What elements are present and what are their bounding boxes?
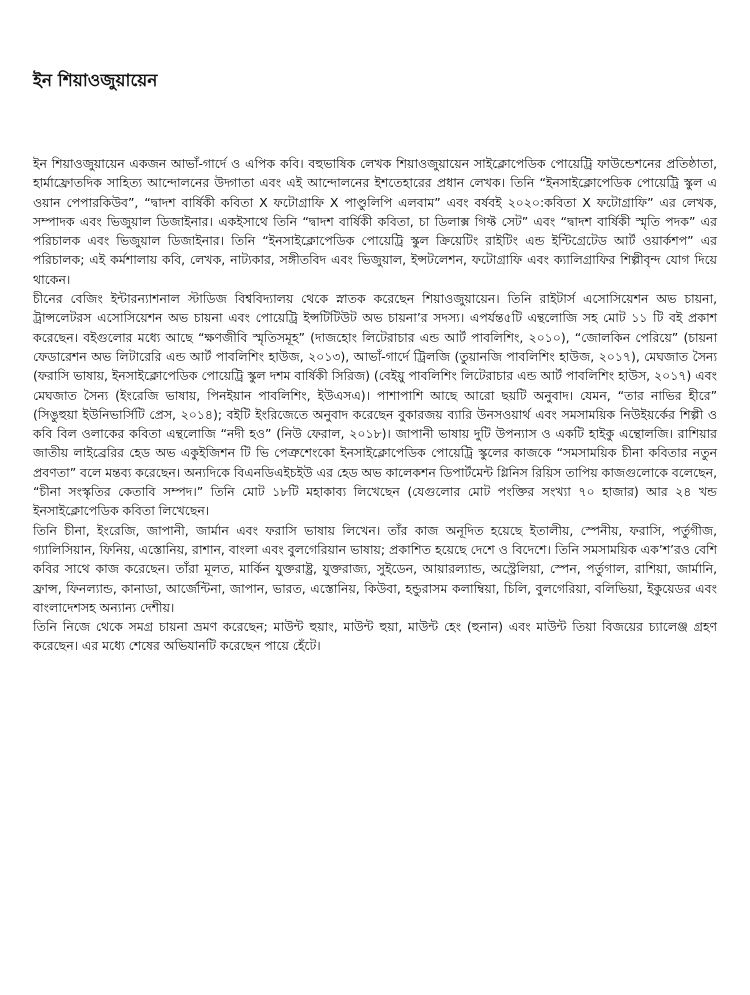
paragraph-travels: তিনি নিজে থেকে সমগ্র চায়না ভ্রমণ করেছেন; মাউন্ট হুয়াং, মাউন্ট হুয়া, মাউন্ট হেং (হুনান) এবং মাউন্ট তিয়া বিজয়ের চ্যালেঞ্জ গ্রহণ করেছেন। এর মধ্যে শেষের অভিযানটি করেছেন পায়ে হেঁটে। [33,619,717,654]
paragraph-languages-translations: তিনি চীনা, ইংরেজি, জাপানী, জার্মান এবং ফরাসি ভাষায় লিখেন। তাঁর কাজ অনূদিত হয়েছে ইতালীয়, স্পেনীয়, ফরাসি, পর্তুগীজ, গ্যালিসিয়ান, ফিনিয়, এস্তোনিয়, রাশান, বাংলা এবং বুলগেরিয়ান ভাষায়; প্রকাশিত হয়েছে দেশে ও বিদেশে। তিনি সমসাময়িক এক’শ’রও বেশি কবির সাথে কাজ করেছেন। তাঁরা মূলত, মার্কিন যুক্তরাষ্ট্র, যুক্তরাজ্য, সুইডেন, আয়ারল্যান্ড, অস্ট্রেলিয়া, স্পেন, পর্তুগাল, রাশিয়া, জার্মানি, ফ্রান্স, ফিনল্যান্ড, কানাডা, আর্জেন্টিনা, জাপান, ভারত, এস্তোনিয়, কিউবা, হন্ডুরাসম কলাম্বিয়া, চিলি, বুলগেরিয়া, বলিভিয়া, ইকুয়েডর এবং বাংলাদেশসহ অন্যান্য দেশীয়। [33,522,717,615]
page-title: ইন শিয়াওজুয়ায়েন [33,71,158,91]
article-body [33,154,717,656]
paragraph-intro: ইন শিয়াওজুয়ায়েন একজন আভাঁ-গার্দে ও এপিক কবি। বহুভাষিক লেখক শিয়াওজুয়ায়েন সাইক্লোপেডিক পোয়েট্রি ফাউন্ডেশনের প্রতিষ্ঠাতা, হার্মাফ্রোতদিক সাহিত্য আন্দোলনের উদ্গাতা এবং এই আন্দোলনের ইশতেহারের প্রধান লেখক। তিনি “ইনসাইক্লোপেডিক পোয়েট্রি স্কুল এ ওয়ান পেপারকিউব”, “দ্বাদশ বার্ষিকী কবিতা X ফটোগ্রাফি X পাণ্ডুলিপি এলবাম” এবং বর্ষবই ২০২০:কবিতা X ফটোগ্রাফি” এর লেখক, সম্পাদক এবং ভিজুয়াল ডিজাইনার। একইসাথে তিনি “দ্বাদশ বার্ষিকী কবিতা, চা ডিলাক্স গিফ্ট সেট” এবং “দ্বাদশ বার্ষিকী স্মৃতি পদক” এর পরিচালক এবং ভিজুয়াল ডিজাইনার। তিনি “ইনসাইক্লোপেডিক পোয়েট্রি স্কুল ক্রিয়েটিং রাইটিং এন্ড ইন্টিগ্রেটেড আর্ট ওয়ার্কশপ” এর পরিচালক; এই কর্মশালায় কবি, লেখক, নাট্যকার, সঙ্গীতবিদ এবং ভিজুয়াল, ইন্সটলেশন, ফটোগ্রাফি এবং ক্যালিগ্রাফির শিল্পীবৃন্দ যোগ দিয়ে থাকেন। [33,156,717,287]
paragraph-education-publications: চীনের বেজিং ইন্টারন্যাশনাল স্টাডিজ বিশ্ববিদ্যালয় থেকে স্নাতক করেছেন শিয়াওজুয়ায়েন। তিনি রাইটার্স এসোসিয়েশন অভ চায়না, ট্রান্সলেটরস এসোসিয়েশন অভ চায়না এবং পোয়েট্রি ইন্সটিটিউট অভ চায়না’র সদস্য। এপর্যন্ত৫টি এন্থলোজি সহ মোট ১১ টি বই প্রকাশ করেছেন। বইগুলোর মধ্যে আছে “ক্ষণজীবি স্মৃতিসমূহ” (দাজহোং লিটেরাচার এন্ড আর্ট পাবলিশিং, ২০১০), “জোলকিন পেরিয়ে” (চায়না ফেডারেশন অভ লিটারেরি এন্ড আর্ট পাবলিশিং হাউজ, ২০১৩), আভাঁ-গার্দে ট্রিলজি (তুয়ানজি পাবলিশিং হাউজ, ২০১৭), মেঘজাত সৈন্য (ফরাসি ভাষায়, ইনসাইক্লোপেডিক পোয়েট্রি স্কুল দশম বার্ষিকী সিরিজ) (বেইয়ু পাবলিশিং লিটেরাচার এন্ড আর্ট পাবলিশিং হাউস, ২০১৭) এবং মেঘজাত সৈন্য (ইংরেজি ভাষায়, পিনইয়ান পাবলিশিং, ইউএসএ)। পাশাপাশি আছে আরো ছয়টি অনুবাদ। যেমন, “তার নাভির হীরে” (সিঙুহুয়া ইউনিভার্সিটি প্রেস, ২০১৪); বইটি ইংরিজেতে অনুবাদ করেছেন বুকারজয় ব্যারি উনসওয়ার্থ এবং সমসাময়িক নিউইয়র্কের শিল্পী ও কবি বিল ওলাকের কবিতা এন্থলোজি “নদী হও” (নিউ ফেরাল, ২০১৮)। জাপানী ভাষায় দুটি উপন্যাস ও একটি হাইকু এন্থোলজি। রাশিয়ার জাতীয় লাইব্রেরির হেড অভ একুইজিশন টি ভি পেত্রুশেংকো ইনসাইক্লোপেডিক পোয়েট্রি স্কুলের কাজকে “সমসাময়িক চীনা কবিতার নতুন প্রবণতা” বলে মন্তব্য করেছেন। অন্যদিকে বিএনডিএইচইউ এর হেড অভ কালেকশন ডিপার্টমেন্ট গ্লিনিস রিয়িস তাপিয় কাজগুলোকে বলেছেন, “চীনা সংস্কৃতির কেতাবি সম্পদ।” তিনি মোট ১৮টি মহাকাব্য লিখেছেন (যেগুলোর মোট পংক্তির সংখ্যা ৭০ হাজার) আর ২৪ খন্ড ইনসাইক্লোপেডিক কবিতা লিখেছেন। [33,291,717,519]
